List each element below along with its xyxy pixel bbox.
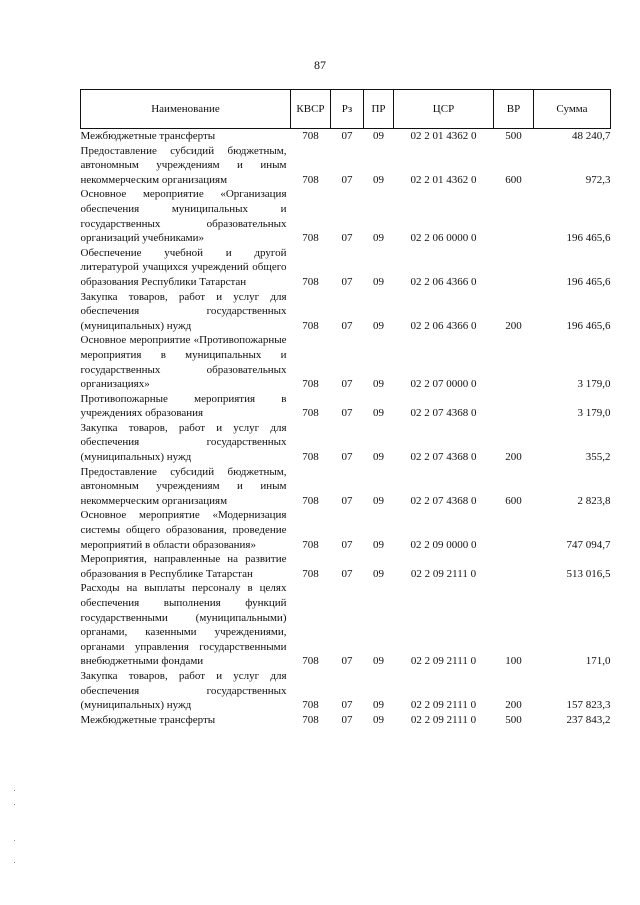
cell-vr: 200 (505, 451, 522, 464)
cell-rz: 07 (341, 713, 353, 726)
cell-name: Мероприятия, направленные на развитие образования в Республике Татарстан (80, 553, 287, 580)
table-row (81, 581, 611, 669)
scan-speck (14, 790, 15, 791)
cell-pr: 09 (373, 275, 384, 288)
cell-pr: 09 (373, 494, 384, 507)
cell-pr: 09 (373, 130, 384, 142)
cell-kvsr: 708 (302, 538, 319, 551)
cell-pr: 09 (373, 232, 384, 245)
cell-name: Предоставление субсидий бюджетным, автономным учреждениям и иным некоммерческим организациям (80, 144, 287, 186)
cell-sum: 972,3 (585, 173, 611, 186)
table-header (81, 90, 611, 129)
cell-rz: 07 (341, 538, 353, 551)
cell-sum: 48 240,7 (572, 130, 611, 142)
cell-csr: 02 2 07 4368 0 (410, 494, 477, 507)
cell-csr: 02 2 09 2111 0 (410, 655, 477, 668)
cell-kvsr: 708 (302, 451, 319, 464)
cell-rz: 07 (341, 378, 353, 391)
cell-vr (494, 392, 534, 421)
cell-rz: 07 (341, 232, 353, 245)
table-row (81, 129, 611, 144)
table-row (81, 187, 611, 245)
cell-vr: 500 (505, 713, 522, 726)
table-row (81, 669, 611, 713)
cell-pr: 09 (373, 699, 384, 712)
cell-vr: 500 (505, 130, 522, 142)
cell-name: Основное мероприятие «Противопожарные мероприятия в муниципальных и государственных образовательных организациях» (80, 334, 287, 391)
cell-kvsr: 708 (302, 232, 319, 245)
cell-vr: 600 (505, 173, 522, 186)
cell-sum: 171,0 (585, 655, 611, 668)
cell-kvsr: 708 (302, 275, 319, 288)
cell-name: Основное мероприятие «Организация обеспечения муниципальных и государственных образовательных организаций учебниками» (80, 188, 287, 245)
table-row (81, 290, 611, 334)
cell-rz: 07 (341, 275, 353, 288)
cell-kvsr: 708 (302, 407, 319, 420)
table-row (81, 246, 611, 290)
budget-table (80, 89, 611, 727)
header-csr: ЦСР (394, 90, 494, 129)
cell-csr: 02 2 06 4366 0 (410, 319, 477, 332)
table-row (81, 713, 611, 728)
cell-csr: 02 2 09 2111 0 (410, 567, 477, 580)
cell-name: Закупка товаров, работ и услуг для обеспечения государственных (муниципальных) нужд (80, 421, 287, 464)
scan-speck (14, 804, 15, 805)
cell-csr: 02 2 07 4368 0 (410, 407, 477, 420)
cell-name: Предоставление субсидий бюджетным, автономным учреждениям и иным некоммерческим организациям (80, 465, 287, 507)
table-body (81, 129, 611, 728)
table-row (81, 392, 611, 421)
cell-rz: 07 (341, 173, 353, 186)
cell-sum: 237 843,2 (566, 713, 611, 726)
cell-rz: 07 (341, 319, 353, 332)
page-number: 87 (314, 58, 326, 72)
cell-name: Закупка товаров, работ и услуг для обеспечения государственных (муниципальных) нужд (80, 290, 287, 332)
cell-sum: 3 179,0 (577, 407, 611, 420)
cell-pr: 09 (373, 713, 384, 726)
table-row (81, 552, 611, 581)
cell-name: Основное мероприятие «Модернизация системы общего образования, проведение мероприятий в области образования» (80, 509, 287, 551)
cell-csr: 02 2 06 4366 0 (410, 275, 477, 288)
cell-csr: 02 2 09 2111 0 (410, 713, 477, 726)
cell-csr: 02 2 07 0000 0 (410, 378, 477, 391)
cell-rz: 07 (341, 494, 353, 507)
cell-pr: 09 (373, 407, 384, 420)
cell-rz: 07 (341, 567, 353, 580)
cell-pr: 09 (373, 538, 384, 551)
cell-name: Закупка товаров, работ и услуг для обеспечения государственных (муниципальных) нужд (80, 669, 287, 712)
cell-kvsr: 708 (302, 494, 319, 507)
cell-sum: 3 179,0 (577, 378, 611, 391)
cell-name: Обеспечение учебной и другой литературой учащихся учреждений общего образования Республики Татарстан (80, 246, 287, 288)
cell-sum: 513 016,5 (566, 567, 611, 580)
cell-rz: 07 (341, 130, 353, 142)
cell-rz: 07 (341, 407, 353, 420)
cell-csr: 02 2 09 0000 0 (410, 538, 477, 551)
cell-vr: 200 (505, 319, 522, 332)
cell-pr: 09 (373, 567, 384, 580)
cell-rz: 07 (341, 451, 353, 464)
table-row (81, 508, 611, 552)
cell-csr: 02 2 01 4362 0 (410, 130, 477, 142)
cell-sum: 747 094,7 (566, 538, 611, 551)
cell-vr (494, 187, 534, 245)
cell-pr: 09 (373, 173, 384, 186)
cell-vr (494, 508, 534, 552)
header-rz: Рз (331, 90, 364, 129)
cell-sum: 196 465,6 (566, 319, 611, 332)
cell-kvsr: 708 (302, 567, 319, 580)
cell-pr: 09 (373, 378, 384, 391)
table-row (81, 465, 611, 509)
cell-sum: 157 823,3 (566, 699, 611, 712)
cell-name: Межбюджетные трансферты (80, 713, 216, 726)
header-sum: Сумма (534, 90, 611, 129)
cell-vr (494, 552, 534, 581)
cell-kvsr: 708 (302, 699, 319, 712)
cell-pr: 09 (373, 319, 384, 332)
cell-vr: 100 (505, 655, 522, 668)
cell-csr: 02 2 07 4368 0 (410, 451, 477, 464)
header-name: Наименование (81, 90, 291, 129)
cell-kvsr: 708 (302, 173, 319, 186)
cell-kvsr: 708 (302, 713, 319, 726)
cell-pr: 09 (373, 451, 384, 464)
cell-rz: 07 (341, 655, 353, 668)
cell-sum: 2 823,8 (577, 494, 611, 507)
cell-kvsr: 708 (302, 378, 319, 391)
cell-name: Противопожарные мероприятия в учреждениях образования (80, 392, 287, 420)
cell-csr: 02 2 01 4362 0 (410, 173, 477, 186)
cell-kvsr: 708 (302, 130, 319, 142)
cell-pr: 09 (373, 655, 384, 668)
header-vr: ВР (494, 90, 534, 129)
cell-sum: 196 465,6 (566, 232, 611, 245)
cell-sum: 355,2 (585, 451, 611, 464)
cell-vr: 200 (505, 699, 522, 712)
header-pr: ПР (364, 90, 394, 129)
table-row (81, 144, 611, 188)
table-row (81, 333, 611, 391)
header-kvsr: КВСР (291, 90, 331, 129)
cell-kvsr: 708 (302, 319, 319, 332)
cell-csr: 02 2 06 0000 0 (410, 232, 477, 245)
cell-name: Межбюджетные трансферты (80, 130, 216, 142)
cell-kvsr: 708 (302, 655, 319, 668)
cell-rz: 07 (341, 699, 353, 712)
cell-csr: 02 2 09 2111 0 (410, 699, 477, 712)
cell-name: Расходы на выплаты персоналу в целях обеспечения выполнения функций государственными (муниципальными) органами, казенными учреждениями, органами управления государственными внебюджетными фондами (80, 582, 287, 668)
cell-vr (494, 246, 534, 290)
table-row (81, 421, 611, 465)
cell-vr: 600 (505, 494, 522, 507)
cell-vr (494, 333, 534, 391)
scan-speck (14, 862, 15, 863)
cell-sum: 196 465,6 (566, 275, 611, 288)
scan-speck (14, 840, 15, 841)
